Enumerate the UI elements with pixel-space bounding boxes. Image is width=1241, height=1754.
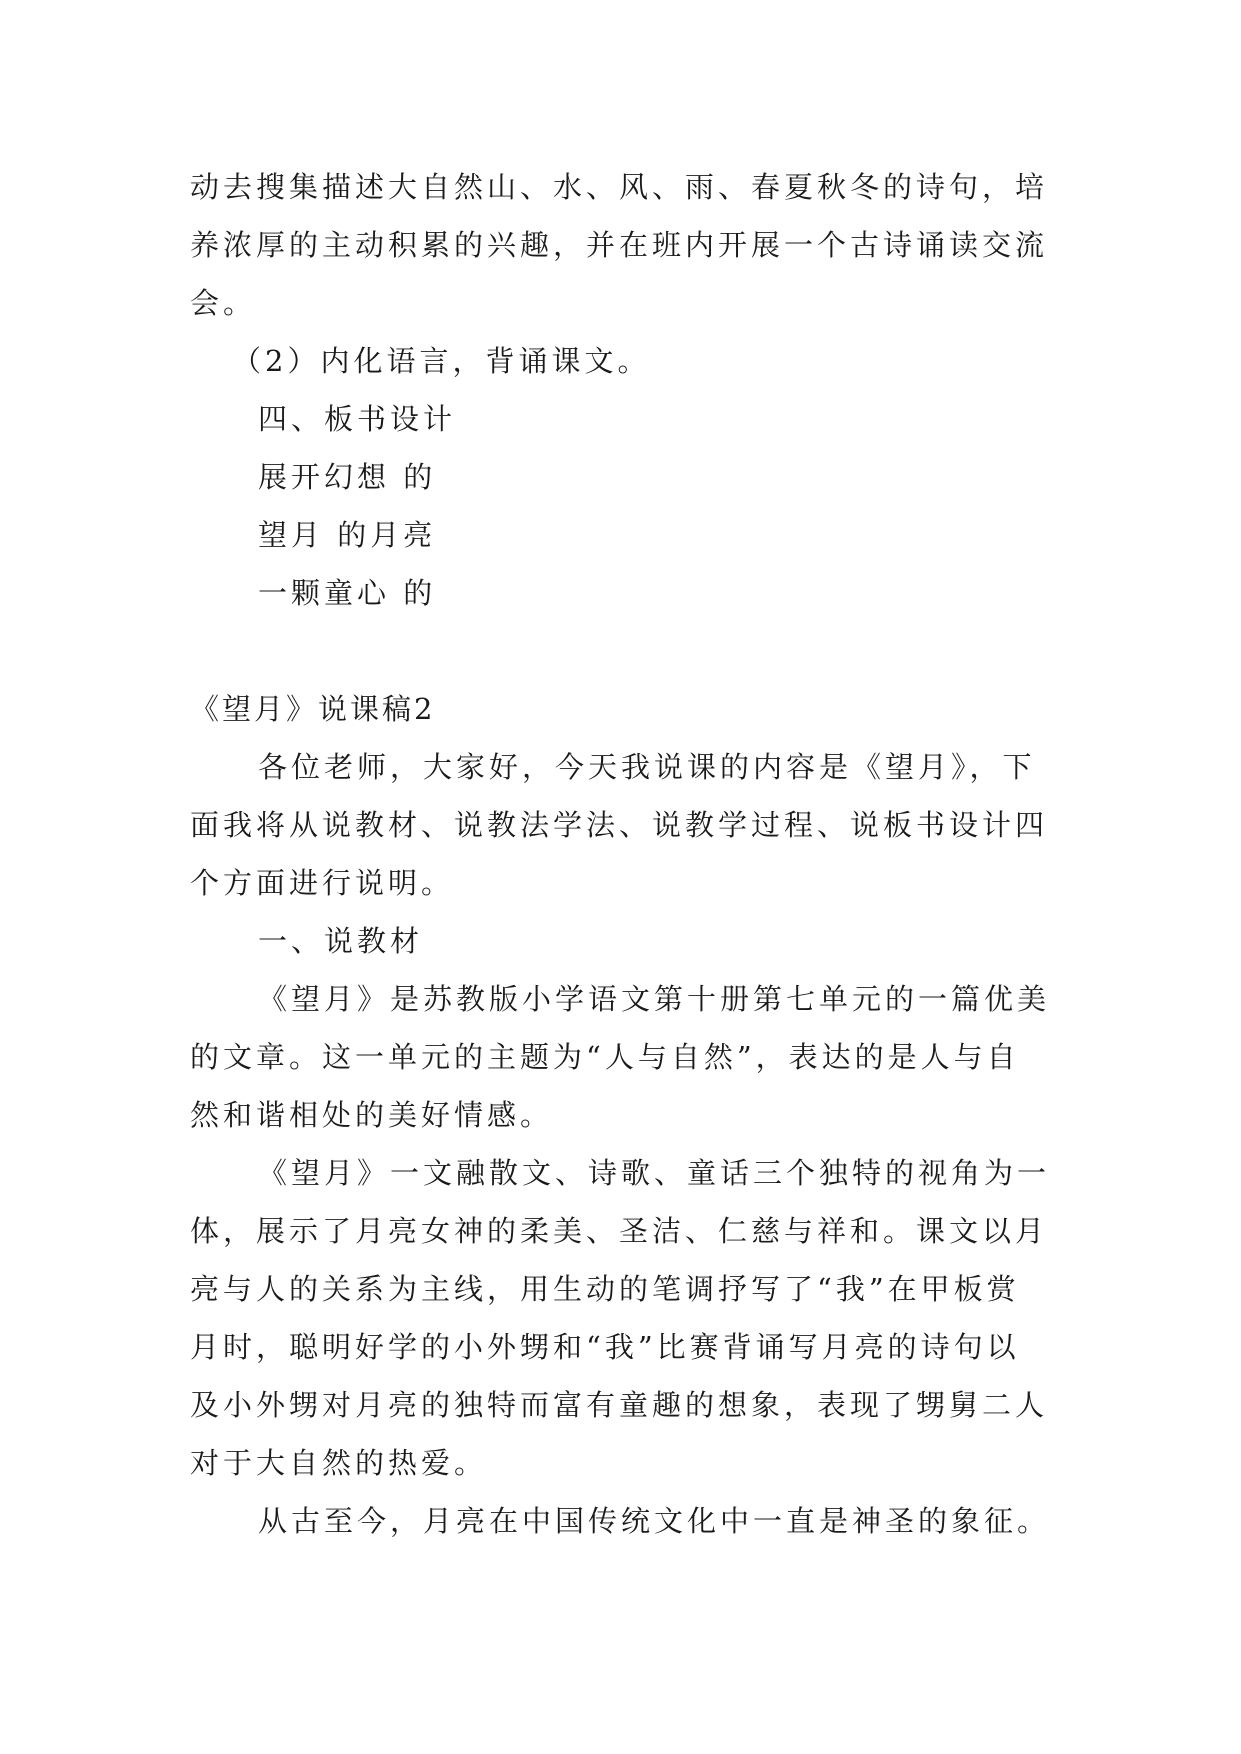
paragraph-line: 体，展示了月亮女神的柔美、圣洁、仁慈与祥和。课文以月 bbox=[190, 1214, 1049, 1248]
section-heading: 一、说教材 bbox=[258, 924, 424, 958]
paragraph-line: 《望月》是苏教版小学语文第十册第七单元的一篇优美 bbox=[258, 982, 1051, 1016]
paragraph-line: 然和谐相处的美好情感。 bbox=[190, 1098, 554, 1132]
paragraph-line: 动去搜集描述大自然山、水、风、雨、春夏秋冬的诗句，培 bbox=[190, 170, 1049, 204]
paragraph-line: 及小外甥对月亮的独特而富有童趣的想象，表现了甥舅二人 bbox=[190, 1388, 1049, 1422]
paragraph-line: 的文章。这一单元的主题为“人与自然”，表达的是人与自 bbox=[190, 1040, 1020, 1074]
paragraph-line: 对于大自然的热爱。 bbox=[190, 1446, 488, 1480]
paragraph-line: 面我将从说教材、说教法学法、说教学过程、说板书设计四 bbox=[190, 808, 1049, 842]
board-line: 展开幻想 的 bbox=[258, 460, 437, 494]
board-line: 一颗童心 的 bbox=[258, 576, 437, 610]
board-line: 望月 的月亮 bbox=[258, 518, 437, 552]
paragraph-line: 《望月》一文融散文、诗歌、童话三个独特的视角为一 bbox=[258, 1156, 1051, 1190]
paragraph-line: （2）内化语言，背诵课文。 bbox=[232, 344, 651, 378]
paragraph-line: 个方面进行说明。 bbox=[190, 866, 455, 900]
paragraph-line: 从古至今，月亮在中国传统文化中一直是神圣的象征。 bbox=[258, 1504, 1051, 1538]
paragraph-line: 会。 bbox=[190, 286, 257, 320]
paragraph-line: 养浓厚的主动积累的兴趣，并在班内开展一个古诗诵读交流 bbox=[190, 228, 1049, 262]
paragraph-line: 月时，聪明好学的小外甥和“我”比赛背诵写月亮的诗句以 bbox=[190, 1330, 1020, 1364]
paragraph-line: 各位老师，大家好，今天我说课的内容是《望月》，下 bbox=[258, 750, 1036, 784]
section-heading: 四、板书设计 bbox=[258, 402, 457, 436]
paragraph-line: 亮与人的关系为主线，用生动的笔调抒写了“我”在甲板赏 bbox=[190, 1272, 1020, 1306]
document-title: 《望月》说课稿2 bbox=[190, 692, 436, 726]
